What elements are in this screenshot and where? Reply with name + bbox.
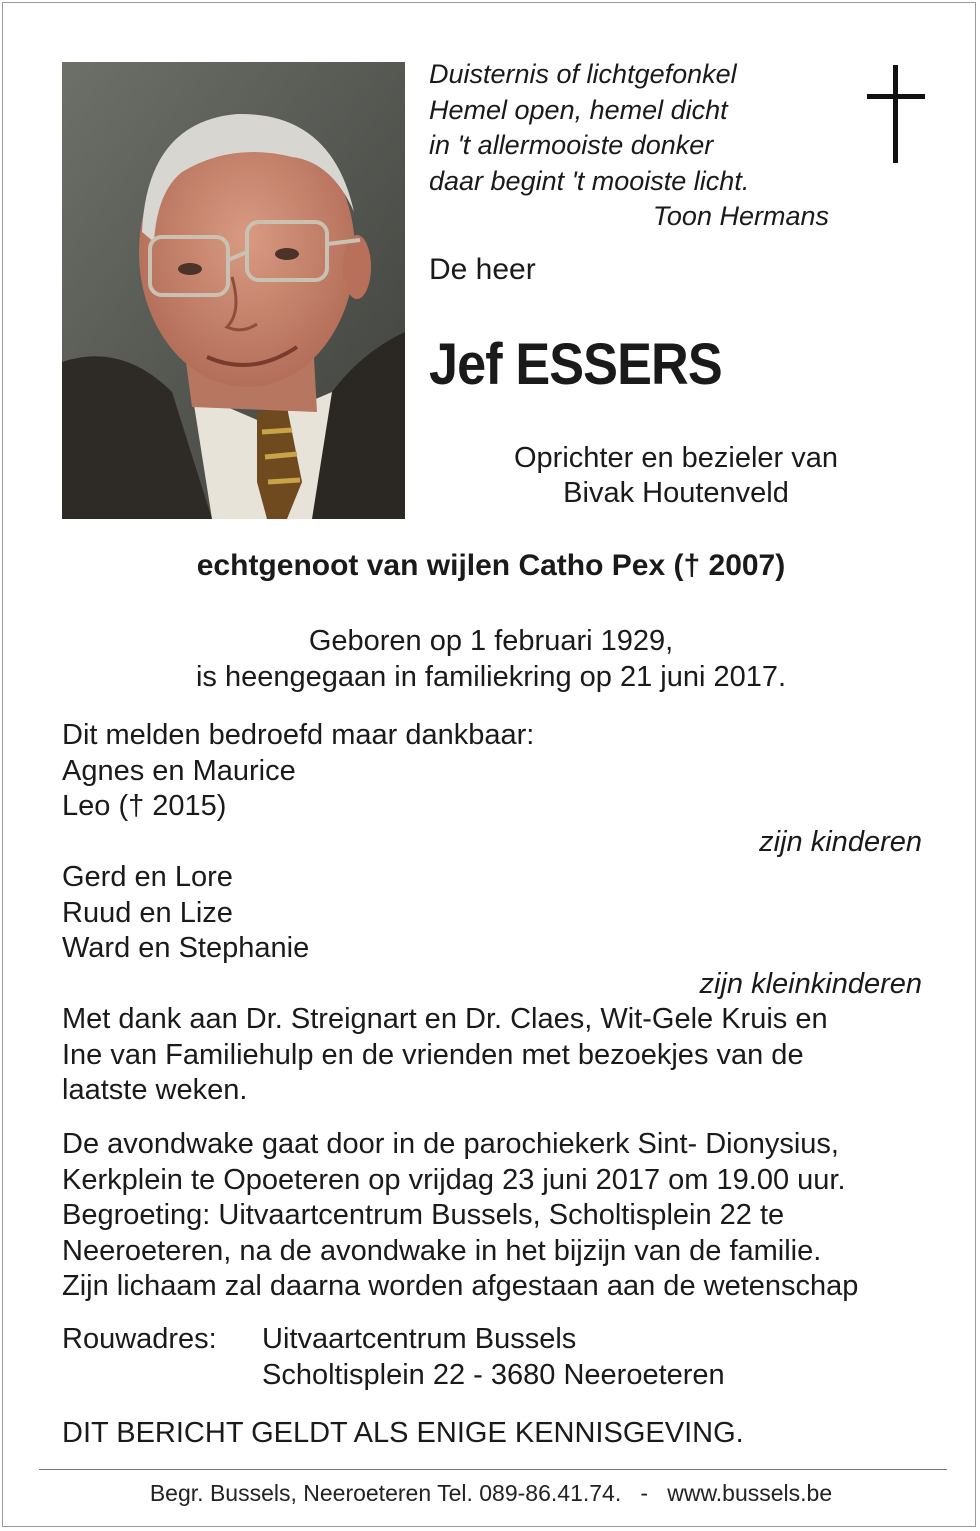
footer: Begr. Bussels, Neeroeteren Tel. 089-86.41.74. - www.bussels.be xyxy=(149,1480,833,1506)
poem-line: in 't allermooiste donker xyxy=(429,130,714,160)
birth-date-line: Geboren op 1 februari 1929, xyxy=(308,625,674,657)
portrait-photo xyxy=(62,62,405,519)
ceremony-details xyxy=(62,1127,922,1305)
ceremony-line: De avondwake gaat door in de parochiekerk Sint- Dionysius, xyxy=(62,1128,839,1160)
child-entry: Leo († 2015) xyxy=(62,790,227,822)
honorific: De heer xyxy=(429,253,536,286)
grandchildren-label: zijn kleinkinderen xyxy=(699,967,922,1000)
death-date-line: is heengegaan in familiekring op 21 juni 2017. xyxy=(195,660,787,693)
life-dates xyxy=(3,624,979,695)
thanks-line: laatste weken. xyxy=(62,1074,248,1106)
footer-divider xyxy=(39,1469,947,1470)
role-description xyxy=(443,441,909,511)
notice: DIT BERICHT GELDT ALS ENIGE KENNISGEVING. xyxy=(62,1417,744,1449)
grandchild-entry: Ward en Stephanie xyxy=(62,932,310,964)
poem xyxy=(429,57,849,235)
family-intro: Dit melden bedroefd maar dankbaar: xyxy=(62,719,535,751)
address-label: Rouwadres: xyxy=(62,1323,217,1355)
ceremony-line: Begroeting: Uitvaartcentrum Bussels, Scholtisplein 22 te xyxy=(62,1199,785,1231)
children-label: zijn kinderen xyxy=(759,825,922,858)
ceremony-line: Kerkplein te Opoeteren op vrijdag 23 juni 2017 om 19.00 uur. xyxy=(62,1163,846,1196)
child-entry: Agnes en Maurice xyxy=(62,754,296,787)
thanks-line: Ine van Familiehulp en de vrienden met bezoekjes van de xyxy=(62,1038,804,1071)
address-line: Scholtisplein 22 - 3680 Neeroeteren xyxy=(262,1358,725,1391)
address-lines xyxy=(262,1322,725,1393)
deceased-name: Jef ESSERS xyxy=(429,332,722,397)
role-line: Bivak Houtenveld xyxy=(563,477,789,509)
ceremony-line: Neeroeteren, na de avondwake in het bijzijn van de familie. xyxy=(62,1234,822,1267)
ceremony-line: Zijn lichaam zal daarna worden afgestaan aan de wetenschap xyxy=(62,1270,859,1302)
poem-line: daar begint 't mooiste licht. xyxy=(429,165,750,196)
grandchild-entry: Gerd en Lore xyxy=(62,861,233,893)
cross-icon xyxy=(867,65,925,163)
poem-line: Duisternis of lichtgefonkel xyxy=(429,59,737,89)
family-list xyxy=(62,718,922,1109)
obituary-card xyxy=(2,2,976,1527)
poem-line: Hemel open, hemel dicht xyxy=(429,94,728,125)
spouse-line: echtgenoot van wijlen Catho Pex († 2007) xyxy=(196,549,786,582)
thanks-line: Met dank aan Dr. Streignart en Dr. Claes, Wit-Gele Kruis en xyxy=(62,1003,828,1035)
poem-author: Toon Hermans xyxy=(652,201,829,231)
grandchild-entry: Ruud en Lize xyxy=(62,896,233,929)
role-line: Oprichter en bezieler van xyxy=(514,442,838,474)
portrait-illustration xyxy=(62,62,405,519)
address-line: Uitvaartcentrum Bussels xyxy=(262,1323,577,1355)
